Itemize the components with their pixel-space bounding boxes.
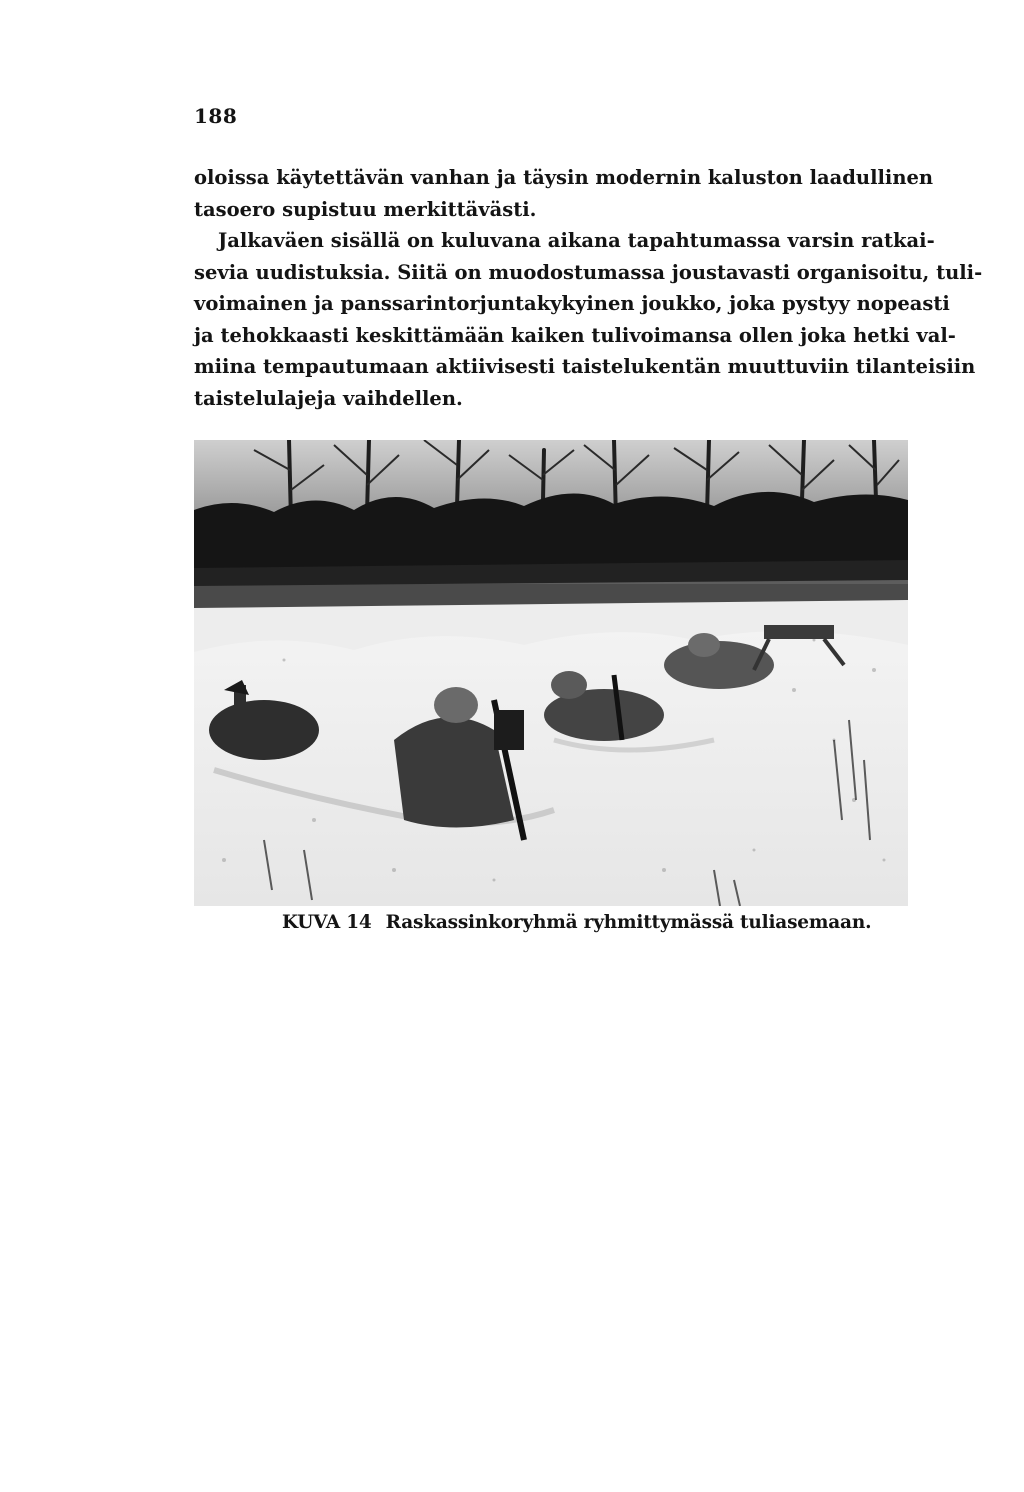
page-number: 188 xyxy=(194,104,238,128)
text-line: Jalkaväen sisällä on kuluvana aikana tapahtumassa varsin ratkai- xyxy=(218,229,935,252)
text-line: taistelulajeja vaihdellen. xyxy=(194,386,463,410)
body-text xyxy=(194,162,983,414)
photo-snow-soldiers xyxy=(194,440,908,906)
text-line: sevia uudistuksia. Siitä on muodostumassa joustavasti organisoitu, tuli- xyxy=(194,260,983,284)
caption-text: Raskassinkoryhmä ryhmittymässä tuliasemaan. xyxy=(385,912,872,933)
figure-photo xyxy=(194,440,908,906)
text-line: voimainen ja panssarintorjuntakykyinen joukko, joka pystyy nopeasti xyxy=(194,292,950,315)
text-line: ja tehokkaasti keskittämään kaiken tulivoimansa ollen joka hetki val- xyxy=(194,323,956,347)
figure-caption xyxy=(282,912,872,933)
caption-label: KUVA 14 xyxy=(282,912,372,933)
text-line: oloissa käytettävän vanhan ja täysin modernin kaluston laadullinen xyxy=(194,166,934,189)
text-line: tasoero supistuu merkittävästi. xyxy=(194,197,537,221)
text-line: miina tempautumaan aktiivisesti taistelukentän muuttuviin tilanteisiin xyxy=(194,355,976,378)
